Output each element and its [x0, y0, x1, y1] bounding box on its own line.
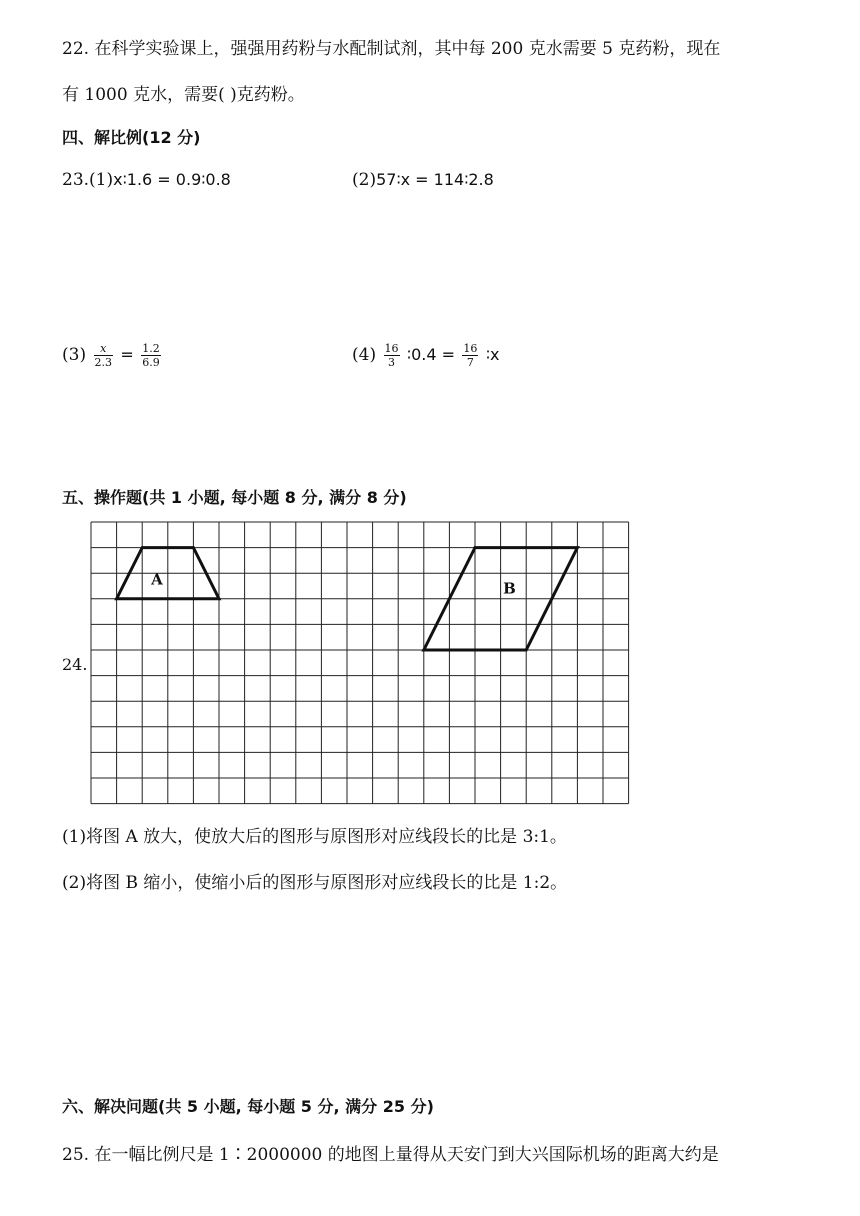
q23-p4-fraction-right	[462, 342, 478, 369]
shape-b-label: B	[503, 579, 516, 598]
q23-p3-label: (3)	[62, 345, 87, 365]
q24-number: 24.	[62, 655, 88, 674]
q23-part1	[62, 170, 231, 190]
q23-p2-label: (2)	[352, 170, 377, 190]
q22-line2: 有 1000 克水，需要( )克药粉。	[62, 85, 305, 105]
q23-p4-mid: ∶0.4 =	[406, 345, 456, 364]
grid-lines	[91, 522, 629, 804]
q23-p3-numerator2: 1.2	[142, 342, 160, 355]
q25-line1: 25. 在一幅比例尺是 1∶2000000 的地图上量得从天安门到大兴国际机场的距离大约是	[62, 1145, 719, 1165]
q23-p4-fraction-left	[384, 342, 400, 369]
q23-part2	[352, 170, 494, 190]
q23-p2-expr: 57∶x = 114∶2.8	[376, 170, 494, 189]
q23-p3-equals: =	[120, 345, 134, 364]
q23-p4-numerator: 16	[384, 342, 399, 355]
shape-a-label: A	[151, 570, 163, 589]
q23-part3	[62, 342, 163, 369]
q24-grid	[90, 521, 632, 805]
q23-p4-denominator2: 7	[466, 356, 474, 369]
q23-number: 23.	[62, 170, 90, 190]
q24-instruction2: (2)将图 B 缩小，使缩小后的图形与原图形对应线段长的比是 1:2。	[62, 873, 568, 893]
q23-p4-tail: ∶x	[485, 345, 500, 364]
q23-p3-denominator: 2.3	[94, 356, 112, 369]
q23-p4-label: (4)	[352, 345, 377, 365]
section4-heading: 四、解比例(12 分)	[62, 128, 201, 147]
q23-p4-numerator2: 16	[463, 342, 478, 355]
q22-line1: 22. 在科学实验课上，强强用药粉与水配制试剂，其中每 200 克水需要 5 克药粉，现在	[62, 39, 721, 59]
q23-p3-numerator: x	[94, 342, 114, 356]
section5-heading: 五、操作题(共 1 小题, 每小题 8 分, 满分 8 分)	[62, 488, 407, 507]
q23-p3-fraction-right	[141, 342, 161, 369]
q23-part4	[352, 342, 499, 369]
q23-p4-denominator: 3	[388, 356, 395, 369]
q23-p1-expr: x∶1.6 = 0.9∶0.8	[113, 170, 231, 189]
q24-instruction1: (1)将图 A 放大，使放大后的图形与原图形对应线段长的比是 3:1。	[62, 827, 567, 847]
q23-p3-fraction-left	[94, 342, 114, 369]
q23-p1-label: (1)	[89, 170, 114, 190]
section6-heading: 六、解决问题(共 5 小题, 每小题 5 分, 满分 25 分)	[62, 1097, 434, 1116]
q23-p3-denominator2: 6.9	[142, 356, 160, 369]
